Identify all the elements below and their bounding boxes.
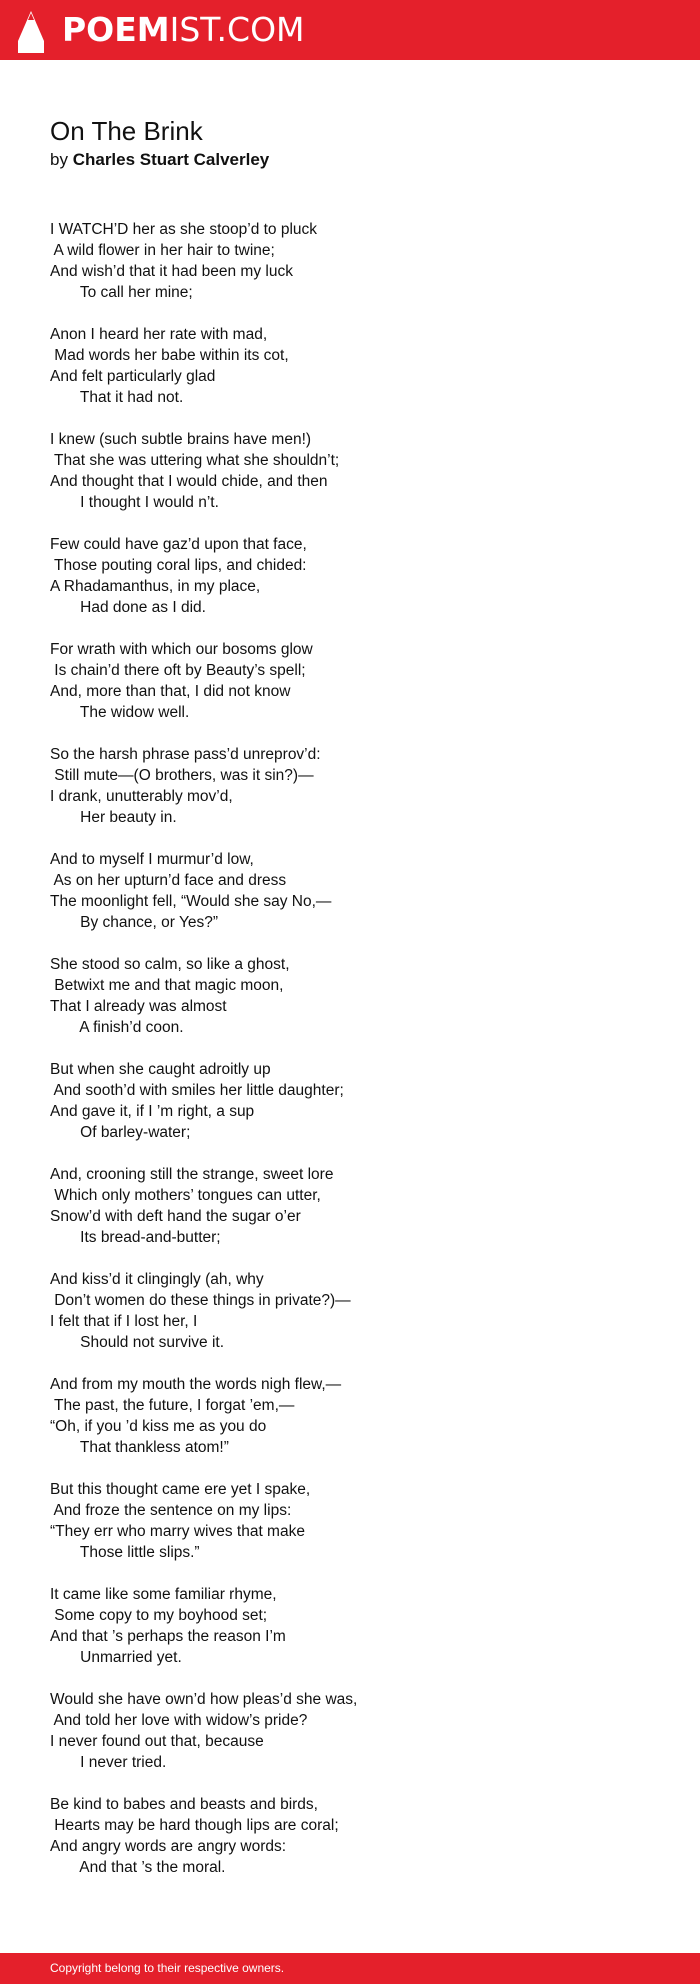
byline — [50, 148, 269, 172]
poem-line: That she was uttering what she shouldn’t; — [50, 452, 340, 469]
stanza — [50, 1584, 650, 1668]
poem-line: I drank, unutterably mov’d, — [50, 788, 233, 805]
poem-line: And felt particularly glad — [50, 368, 216, 385]
poem-line: Should not survive it. — [50, 1334, 225, 1351]
poem-line: That I already was almost — [50, 998, 227, 1015]
poem-line: Its bread-and-butter; — [50, 1229, 221, 1246]
poem-line: Had done as I did. — [50, 599, 206, 616]
poem-line: That thankless atom!” — [50, 1439, 229, 1456]
poem-line: Snow’d with deft hand the sugar o’er — [50, 1208, 301, 1225]
poem-line: “They err who marry wives that make — [50, 1523, 305, 1540]
poem-line: I knew (such subtle brains have men!) — [50, 431, 312, 448]
poem-line: For wrath with which our bosoms glow — [50, 641, 313, 658]
logo-bold-text: POEM — [62, 10, 170, 49]
poem-line: Would she have own’d how pleas’d she was, — [50, 1691, 358, 1708]
poem-line: Still mute—(O brothers, was it sin?)— — [50, 767, 314, 784]
poem-line: It came like some familiar rhyme, — [50, 1586, 277, 1603]
stanza — [50, 534, 650, 618]
poem-line: And angry words are angry words: — [50, 1838, 287, 1855]
poem-line: Be kind to babes and beasts and birds, — [50, 1796, 318, 1813]
poem-line: A wild flower in her hair to twine; — [50, 242, 275, 259]
poem-line: Those pouting coral lips, and chided: — [50, 557, 307, 574]
stanza — [50, 639, 650, 723]
stanza — [50, 1164, 650, 1248]
poem-line: Mad words her babe within its cot, — [50, 347, 289, 364]
author-name[interactable]: Charles Stuart Calverley — [72, 150, 270, 169]
stanza — [50, 849, 650, 933]
poem-line: And, more than that, I did not know — [50, 683, 291, 700]
stanza — [50, 1794, 650, 1878]
poem-line: To call her mine; — [50, 284, 193, 301]
poem-line: And told her love with widow’s pride? — [50, 1712, 308, 1729]
site-logo[interactable] — [62, 8, 305, 52]
poem-line: I never found out that, because — [50, 1733, 264, 1750]
poem-line: Which only mothers’ tongues can utter, — [50, 1187, 321, 1204]
poem-line: Hearts may be hard though lips are coral; — [50, 1817, 339, 1834]
poem-line: I felt that if I lost her, I — [50, 1313, 198, 1330]
poem-title: On The Brink — [50, 116, 203, 146]
poem-line: But this thought came ere yet I spake, — [50, 1481, 311, 1498]
poem-line: And to myself I murmur’d low, — [50, 851, 254, 868]
copyright-text: Copyright belong to their respective owners. — [50, 1961, 285, 1975]
poem-line: I thought I would n’t. — [50, 494, 219, 511]
poem-line: Her beauty in. — [50, 809, 177, 826]
by-label: by — [50, 150, 68, 169]
poem-line: Don’t women do these things in private?)— — [50, 1292, 351, 1309]
poem-line: That it had not. — [50, 389, 184, 406]
poem-line: And froze the sentence on my lips: — [50, 1502, 292, 1519]
poem-line: I WATCH’D her as she stoop’d to pluck — [50, 221, 318, 238]
poem-line: The widow well. — [50, 704, 190, 721]
poem-line: And kiss’d it clingingly (ah, why — [50, 1271, 264, 1288]
stanza — [50, 1059, 650, 1143]
stanza — [50, 1689, 650, 1773]
poem-line: As on her upturn’d face and dress — [50, 872, 287, 889]
stanza — [50, 324, 650, 408]
poem-line: A Rhadamanthus, in my place, — [50, 578, 261, 595]
poem-line: She stood so calm, so like a ghost, — [50, 956, 290, 973]
stanza — [50, 1269, 650, 1353]
poem-line: Betwixt me and that magic moon, — [50, 977, 284, 994]
site-header — [0, 0, 700, 60]
stanza — [50, 1374, 650, 1458]
poem-line: So the harsh phrase pass’d unreprov’d: — [50, 746, 321, 763]
poem-line: Few could have gaz’d upon that face, — [50, 536, 307, 553]
poem-line: I never tried. — [50, 1754, 167, 1771]
logo-light-text: IST.COM — [169, 10, 305, 49]
poem-line: Some copy to my boyhood set; — [50, 1607, 268, 1624]
poem-line: Anon I heard her rate with mad, — [50, 326, 268, 343]
stanza — [50, 954, 650, 1038]
stanza — [50, 429, 650, 513]
stanza — [50, 744, 650, 828]
site-footer — [0, 1953, 700, 1984]
poem-line: But when she caught adroitly up — [50, 1061, 271, 1078]
poem-line: And that ’s perhaps the reason I’m — [50, 1628, 286, 1645]
poem-line: “Oh, if you ’d kiss me as you do — [50, 1418, 267, 1435]
stanza — [50, 219, 650, 303]
poem-line: And sooth’d with smiles her little daughter; — [50, 1082, 344, 1099]
poem-line: And gave it, if I ’m right, a sup — [50, 1103, 255, 1120]
poem-line: Those little slips.” — [50, 1544, 200, 1561]
poem-line: By chance, or Yes?” — [50, 914, 219, 931]
poem-line: Unmarried yet. — [50, 1649, 182, 1666]
poem-line: And, crooning still the strange, sweet lore — [50, 1166, 334, 1183]
poem-line: The moonlight fell, “Would she say No,— — [50, 893, 332, 910]
poem-body — [50, 219, 650, 1899]
pencil-logo-icon[interactable] — [18, 11, 44, 53]
poem-line: Is chain’d there oft by Beauty’s spell; — [50, 662, 306, 679]
poem-line: Of barley-water; — [50, 1124, 191, 1141]
poem-line: And that ’s the moral. — [50, 1859, 226, 1876]
poem-line: And wish’d that it had been my luck — [50, 263, 293, 280]
poem-line: The past, the future, I forgat ’em,— — [50, 1397, 295, 1414]
stanza — [50, 1479, 650, 1563]
poem-line: And thought that I would chide, and then — [50, 473, 328, 490]
poem-line: And from my mouth the words nigh flew,— — [50, 1376, 342, 1393]
poem-line: A finish’d coon. — [50, 1019, 184, 1036]
